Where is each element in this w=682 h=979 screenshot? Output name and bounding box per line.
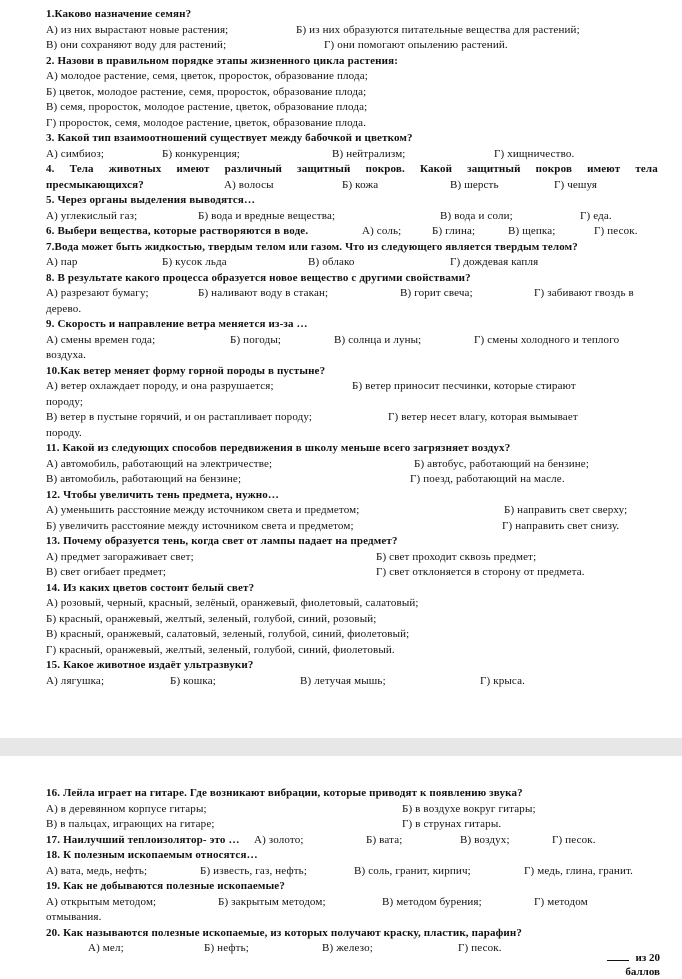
answer-option: Б) наливают воду в стакан; bbox=[198, 287, 329, 299]
question-line bbox=[46, 162, 658, 178]
answer-line bbox=[46, 457, 658, 473]
question-line: 18. К полезным ископаемым относятся… bbox=[46, 849, 258, 861]
answer-option: Г) песок. bbox=[458, 942, 502, 954]
answer-option: Б) вата; bbox=[366, 833, 403, 846]
answer-option: Б) кошка; bbox=[170, 674, 216, 687]
answer-line bbox=[46, 255, 658, 271]
answer-option: Г) забивают гвоздь в bbox=[534, 287, 634, 299]
answer-option: Б) ветер приносит песчинки, которые стирают bbox=[352, 380, 576, 392]
word: защитный bbox=[467, 163, 521, 175]
question-line: 13. Почему образуется тень, когда свет от лампы падает на предмет? bbox=[46, 535, 398, 547]
answer-option: В) автомобиль, работающий на бензине; bbox=[46, 473, 242, 485]
worksheet-page-2 bbox=[0, 756, 682, 976]
answer-line bbox=[46, 286, 658, 302]
answer-option: Б) в воздухе вокруг гитары; bbox=[402, 802, 536, 815]
answer-option: Г) дождевая капля bbox=[450, 256, 539, 268]
answer-line bbox=[46, 895, 658, 911]
answer-option: А) золото; bbox=[254, 833, 304, 846]
answer-option: В) летучая мышь; bbox=[300, 674, 386, 687]
answer-option: А) предмет загораживает свет; bbox=[46, 550, 194, 563]
answer-option: А) ветер охлаждает породу, и она разрушается; bbox=[46, 380, 274, 392]
answer-option: В) свет огибает предмет; bbox=[46, 566, 167, 578]
answer-option: Г) песок. bbox=[552, 833, 596, 846]
answer-option: Б) вода и вредные вещества; bbox=[198, 209, 336, 222]
answer-line: В) красный, оранжевый, салатовый, зеленый, голубой, синий, фиолетовый; bbox=[46, 628, 410, 640]
answer-line bbox=[46, 550, 658, 566]
answer-line bbox=[46, 472, 658, 488]
answer-line bbox=[46, 833, 658, 849]
answer-option: В) методом бурения; bbox=[382, 895, 482, 908]
word: имеют bbox=[176, 163, 210, 175]
answer-option: Б) закрытым методом; bbox=[218, 895, 326, 908]
page-gap bbox=[0, 738, 682, 756]
word: покров. bbox=[365, 163, 405, 175]
answer-line bbox=[46, 864, 658, 880]
answer-line: Б) красный, оранжевый, желтый, зеленый, голубой, синий, розовый; bbox=[46, 612, 377, 625]
answer-option: А) мел; bbox=[88, 942, 124, 954]
answer-line: А) розовый, черный, красный, зелёный, оранжевый, фиолетовый, салатовый; bbox=[46, 597, 419, 609]
questions-1-15 bbox=[46, 7, 658, 689]
word: животных bbox=[108, 163, 162, 175]
answer-line: отмывания. bbox=[46, 911, 102, 923]
answer-option: В) железо; bbox=[322, 942, 373, 954]
answer-line bbox=[46, 941, 658, 957]
answer-line: породу. bbox=[46, 426, 82, 439]
answer-option: Г) методом bbox=[534, 895, 588, 908]
answer-option: Г) свет отклоняется в сторону от предмета. bbox=[376, 566, 585, 578]
answer-option: Г) песок. bbox=[594, 225, 638, 237]
answer-option: В) в пальцах, играющих на гитаре; bbox=[46, 818, 215, 830]
word: имеют bbox=[587, 163, 621, 175]
answer-line bbox=[46, 178, 658, 194]
answer-option: Г) смены холодного и теплого bbox=[474, 333, 620, 346]
word: различный bbox=[224, 163, 283, 175]
answer-option: Г) поезд, работающий на масле. bbox=[410, 473, 565, 485]
answer-line bbox=[46, 519, 658, 535]
question-line: 2. Назови в правильном порядке этапы жизненного цикла растения: bbox=[46, 54, 399, 67]
answer-line bbox=[46, 674, 658, 690]
answer-option: А) углекислый газ; bbox=[46, 209, 138, 222]
answer-option: В) солнца и луны; bbox=[334, 333, 422, 346]
score-total: из 20 bbox=[635, 952, 660, 964]
question-line: 15. Какое животное издаёт ультразвуки? bbox=[46, 659, 254, 671]
answer-option: Б) увеличить расстояние между источником света и предметом; bbox=[46, 519, 354, 532]
answer-option: В) ветер в пустыне горячий, и он растапливает породу; bbox=[46, 411, 313, 423]
question-line: 16. Лейла играет на гитаре. Где возникают вибрации, которые приводят к появлению звука? bbox=[46, 787, 523, 799]
score-blank bbox=[607, 960, 629, 961]
answer-line bbox=[46, 38, 658, 54]
answer-option: Б) погоды; bbox=[230, 333, 282, 346]
word: 4. bbox=[46, 163, 55, 175]
word: тела bbox=[635, 163, 658, 175]
answer-line: воздуха. bbox=[46, 349, 87, 361]
answer-option: В) облако bbox=[308, 256, 355, 268]
question-line: 19. Как не добываются полезные ископаемые? bbox=[46, 880, 285, 892]
answer-option: Б) конкуренция; bbox=[162, 147, 240, 160]
answer-option: 17. Наилучший теплоизолятор- это … bbox=[46, 833, 240, 846]
answer-line bbox=[46, 147, 658, 163]
answer-option: В) шерсть bbox=[450, 178, 499, 191]
answer-line: В) семя, проросток, молодое растение, цветок, образование плода; bbox=[46, 101, 368, 113]
answer-option: А) уменьшить расстояние между источником света и предметом; bbox=[46, 504, 360, 516]
question-line: 9. Скорость и направление ветра меняется из-за … bbox=[46, 318, 308, 330]
answer-line bbox=[46, 23, 658, 39]
answer-option: А) смены времен года; bbox=[46, 333, 156, 346]
answer-option: Б) глина; bbox=[432, 225, 476, 237]
answer-line: А) молодое растение, семя, цветок, проросток, образование плода; bbox=[46, 70, 368, 82]
answer-option: А) в деревянном корпусе гитары; bbox=[46, 802, 207, 815]
questions-16-20 bbox=[46, 786, 658, 957]
answer-option: Б) известь, газ, нефть; bbox=[200, 864, 308, 877]
answer-option: А) открытым методом; bbox=[46, 895, 157, 908]
answer-line bbox=[46, 565, 658, 581]
answer-option: Б) свет проходит сквозь предмет; bbox=[376, 550, 537, 563]
answer-option: В) соль, гранит, кирпич; bbox=[354, 864, 471, 877]
answer-line bbox=[46, 410, 658, 426]
answer-line bbox=[46, 503, 658, 519]
answer-line: Г) проросток, семя, молодое растение, цветок, образование плода. bbox=[46, 116, 367, 129]
answer-option: Б) нефть; bbox=[204, 942, 249, 954]
answer-option: Б) из них образуются питательные вещества для растений; bbox=[296, 23, 580, 36]
answer-option: 6. Выбери вещества, которые растворяются в воде. bbox=[46, 225, 309, 237]
score-unit: баллов bbox=[625, 966, 660, 978]
question-line: 20. Как называются полезные ископаемые, из которых получают краску, пластик, парафин? bbox=[46, 926, 523, 939]
answer-option: Г) еда. bbox=[580, 209, 612, 222]
answer-option: Г) медь, глина, гранит. bbox=[524, 864, 634, 877]
answer-line: Б) цветок, молодое растение, семя, проросток, образование плода; bbox=[46, 85, 367, 98]
answer-option: Г) в струнах гитары. bbox=[402, 818, 502, 830]
answer-option: Б) кусок льда bbox=[162, 256, 227, 268]
answer-option: В) горит свеча; bbox=[400, 287, 473, 299]
answer-option: Б) автобус, работающий на бензине; bbox=[414, 457, 590, 470]
answer-line bbox=[46, 802, 658, 818]
word: покров bbox=[535, 163, 573, 175]
answer-line bbox=[46, 333, 658, 349]
answer-option: А) из них вырастают новые растения; bbox=[46, 23, 229, 36]
answer-option: Г) крыса. bbox=[480, 674, 526, 687]
answer-option: А) разрезают бумагу; bbox=[46, 287, 149, 299]
answer-line bbox=[46, 224, 658, 240]
answer-option: В) они сохраняют воду для растений; bbox=[46, 39, 227, 51]
question-line: 5. Через органы выделения выводятся… bbox=[46, 194, 256, 206]
answer-option: Г) хищничество. bbox=[494, 147, 575, 160]
question-line: 1.Каково назначение семян? bbox=[46, 8, 192, 20]
answer-line: дерево. bbox=[46, 302, 82, 315]
word: защитный bbox=[297, 163, 351, 175]
answer-option: В) воздух; bbox=[460, 833, 510, 846]
answer-line bbox=[46, 209, 658, 225]
score-line-1 bbox=[607, 951, 660, 965]
answer-line: породу; bbox=[46, 395, 84, 408]
answer-option: А) пар bbox=[46, 256, 78, 268]
word: Какой bbox=[419, 163, 453, 175]
answer-option: А) вата, медь, нефть; bbox=[46, 864, 148, 877]
question-line: 12. Чтобы увеличить тень предмета, нужно… bbox=[46, 488, 280, 501]
answer-option: А) лягушка; bbox=[46, 674, 105, 687]
question-line: 14. Из каких цветов состоит белый свет? bbox=[46, 581, 255, 594]
answer-option: А) автомобиль, работающий на электричестве; bbox=[46, 457, 273, 470]
word: Тела bbox=[69, 163, 94, 175]
question-line: 11. Какой из следующих способов передвижения в школу меньше всего загрязняет воздух? bbox=[46, 442, 511, 454]
answer-option: А) волосы bbox=[224, 178, 274, 191]
answer-option: А) соль; bbox=[362, 225, 402, 237]
answer-option: Г) чешуя bbox=[554, 178, 598, 191]
answer-option: Б) направить свет сверху; bbox=[504, 504, 628, 516]
answer-line bbox=[46, 817, 658, 833]
answer-option: Г) направить свет снизу. bbox=[502, 519, 620, 532]
answer-option: пресмыкающихся? bbox=[46, 178, 144, 191]
answer-option: В) нейтрализм; bbox=[332, 147, 406, 160]
answer-option: Г) ветер несет влагу, которая вымывает bbox=[388, 411, 578, 423]
question-line: 8. В результате какого процесса образуется новое вещество с другими свойствами? bbox=[46, 271, 471, 284]
answer-option: Г) они помогают опылению растений. bbox=[324, 39, 508, 51]
answer-option: А) симбиоз; bbox=[46, 147, 105, 160]
question-line: 10.Как ветер меняет форму горной породы в пустыне? bbox=[46, 364, 326, 377]
answer-option: В) вода и соли; bbox=[440, 209, 513, 222]
answer-option: В) щепка; bbox=[508, 225, 556, 237]
answer-line bbox=[46, 379, 658, 395]
question-line: 3. Какой тип взаимоотношений существует между бабочкой и цветком? bbox=[46, 132, 413, 144]
answer-line: Г) красный, оранжевый, желтый, зеленый, голубой, синий, фиолетовый. bbox=[46, 643, 395, 656]
question-line: 7.Вода может быть жидкостью, твердым телом или газом. Что из следующего является твердым телом? bbox=[46, 240, 578, 253]
answer-option: Б) кожа bbox=[342, 178, 379, 191]
score-box bbox=[607, 951, 660, 979]
